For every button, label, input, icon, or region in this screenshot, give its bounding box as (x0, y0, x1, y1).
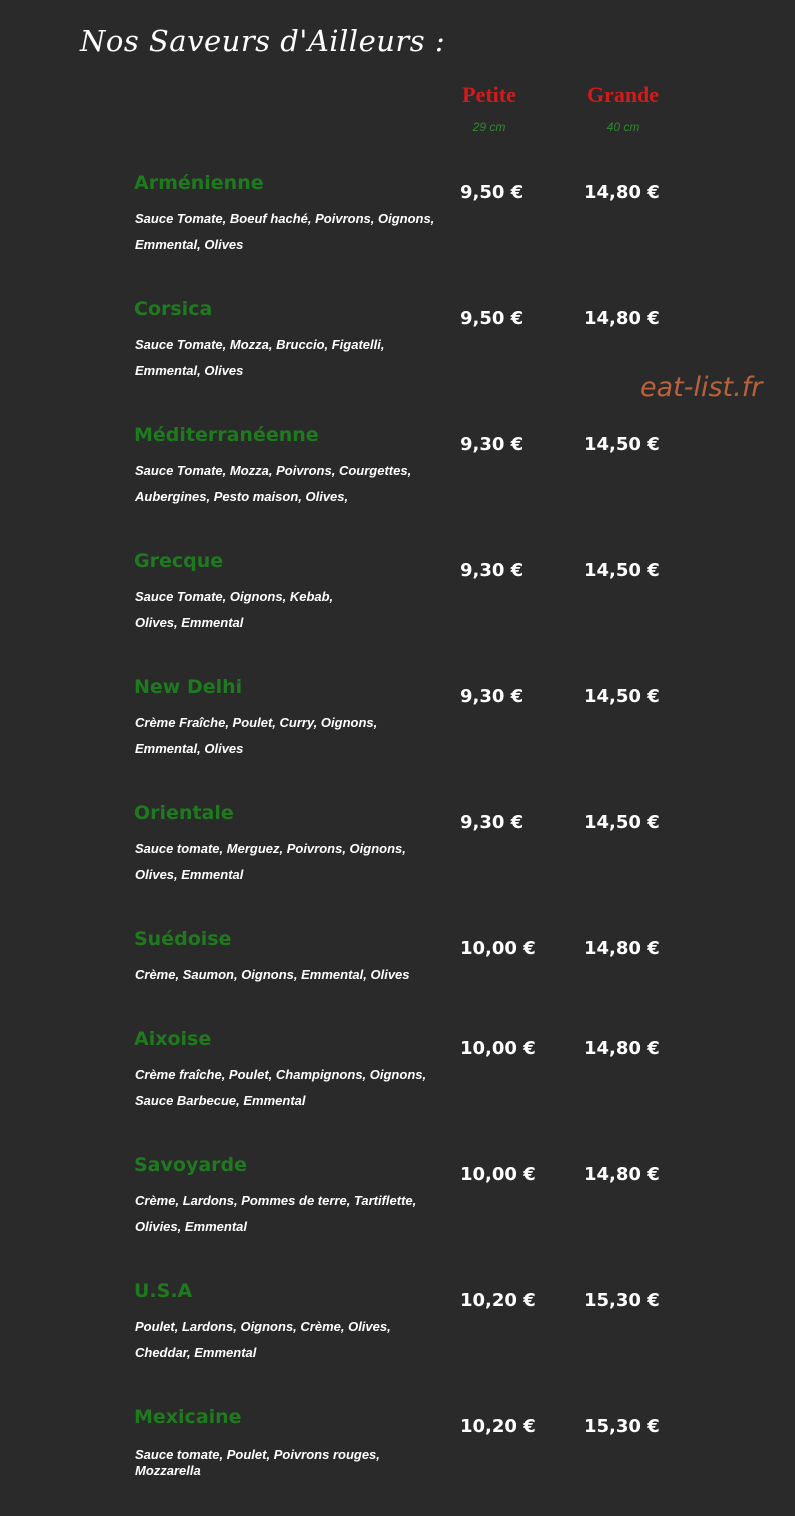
menu-item-mediterraneenne (0, 424, 795, 534)
item-description: Sauce tomate, Poulet, Poivrons rouges, Mozzarella (135, 1447, 380, 1478)
menu-item-usa (0, 1280, 795, 1390)
menu-item-mexicaine (0, 1406, 795, 1516)
price-large: 14,50 € (584, 686, 660, 707)
price-large: 14,50 € (584, 812, 660, 833)
item-name: Grecque (134, 550, 224, 572)
price-small: 9,30 € (460, 686, 524, 707)
item-description: Poulet, Lardons, Oignons, Crème, Olives, Cheddar, Emmental (135, 1319, 391, 1360)
watermark-logo: eat-list.fr (640, 372, 763, 403)
item-description: Crème Fraîche, Poulet, Curry, Oignons, Emmental, Olives (135, 715, 378, 756)
size-large-cm: 40 cm (606, 120, 640, 134)
price-large: 14,50 € (584, 560, 660, 581)
price-large: 14,80 € (584, 308, 660, 329)
item-name: Mexicaine (134, 1406, 242, 1428)
item-description: Sauce Tomate, Oignons, Kebab, Olives, Emmental (135, 589, 334, 630)
price-large: 15,30 € (584, 1416, 660, 1437)
item-description: Sauce Tomate, Boeuf haché, Poivrons, Oignons, Emmental, Olives (135, 211, 435, 252)
price-large: 14,50 € (584, 434, 660, 455)
size-small-label: Petite (462, 82, 516, 107)
price-small: 10,00 € (460, 938, 536, 959)
item-name: Aixoise (134, 1028, 212, 1050)
item-description: Sauce Tomate, Mozza, Bruccio, Figatelli, Emmental, Olives (135, 337, 385, 378)
menu-item-orientale (0, 802, 795, 912)
menu-title: Nos Saveurs d'Ailleurs : (80, 24, 446, 58)
size-large-label: Grande (586, 82, 660, 107)
price-small: 10,00 € (460, 1164, 536, 1185)
menu-item-corsica (0, 298, 795, 408)
menu-item-suedoise (0, 928, 795, 1038)
item-name: Suédoise (134, 928, 232, 950)
item-name: Corsica (134, 298, 213, 320)
price-large: 14,80 € (584, 182, 660, 203)
price-large: 14,80 € (584, 1164, 660, 1185)
item-name: Arménienne (134, 172, 264, 194)
price-small: 9,30 € (460, 560, 524, 581)
price-small: 9,30 € (460, 434, 524, 455)
price-small: 9,50 € (460, 182, 524, 203)
item-description: Crème fraîche, Poulet, Champignons, Oignons, Sauce Barbecue, Emmental (135, 1067, 427, 1108)
item-name: Orientale (134, 802, 234, 824)
price-large: 15,30 € (584, 1290, 660, 1311)
item-name: Méditerranéenne (134, 424, 319, 446)
price-small: 9,50 € (460, 308, 524, 329)
item-description: Crème, Saumon, Oignons, Emmental, Olives (135, 967, 410, 982)
menu-item-aixoise (0, 1028, 795, 1138)
item-name: U.S.A (134, 1280, 193, 1302)
item-description: Sauce tomate, Merguez, Poivrons, Oignons, Olives, Emmental (135, 841, 406, 882)
price-small: 10,20 € (460, 1290, 536, 1311)
menu-item-grecque (0, 550, 795, 660)
price-small: 10,00 € (460, 1038, 536, 1059)
menu-item-armenienne (0, 172, 795, 282)
item-description: Sauce Tomate, Mozza, Poivrons, Courgettes, Aubergines, Pesto maison, Olives, (135, 463, 412, 504)
menu-item-new-delhi (0, 676, 795, 786)
item-name: Savoyarde (134, 1154, 248, 1176)
price-small: 9,30 € (460, 812, 524, 833)
menu-item-savoyarde (0, 1154, 795, 1264)
item-description: Crème, Lardons, Pommes de terre, Tartiflette, Olivies, Emmental (135, 1193, 417, 1234)
price-large: 14,80 € (584, 1038, 660, 1059)
item-name: New Delhi (134, 676, 243, 698)
size-small-cm: 29 cm (472, 120, 506, 134)
price-large: 14,80 € (584, 938, 660, 959)
price-small: 10,20 € (460, 1416, 536, 1437)
